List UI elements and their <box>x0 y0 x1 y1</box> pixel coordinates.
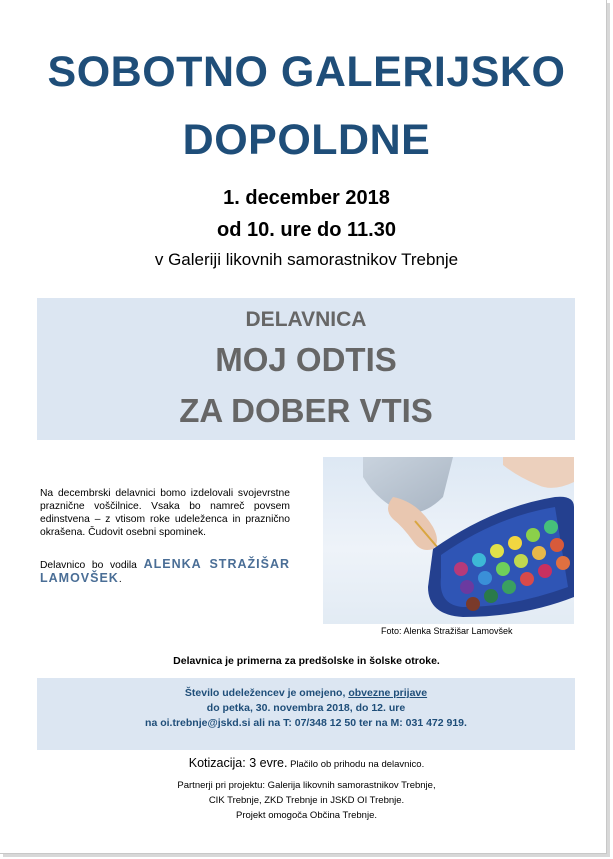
lead-name: ALENKA STRAŽIŠAR LAMOVŠEK <box>40 557 290 585</box>
audience-note: Delavnica je primerna za predšolske in šolske otroke. <box>173 655 440 667</box>
partners-line3: Projekt omogoča Občina Trebnje. <box>236 810 377 821</box>
registration-limit: Število udeležencev je omejeno, <box>184 687 349 699</box>
fee-amount: Kotizacija: 3 evre. <box>188 756 288 770</box>
registration-line1 <box>37 687 575 699</box>
workshop-label: DELAVNICA <box>245 308 367 331</box>
lead-suffix: . <box>118 574 122 585</box>
event-date: 1. december 2018 <box>223 187 390 209</box>
registration-contacts: na oi.trebnje@jskd.si ali na T: 07/348 12 50 ter na M: 031 472 919. <box>145 717 467 729</box>
registration-box <box>37 678 575 750</box>
partners-line2: CIK Trebnje, ZKD Trebnje in JSKD OI Trebnje. <box>208 795 405 806</box>
poster-title-line1: SOBOTNO GALERIJSKO <box>47 48 566 96</box>
event-time: od 10. ure do 11.30 <box>217 219 396 241</box>
workshop-name-line1: MOJ ODTIS <box>215 341 397 378</box>
photo-caption: Foto: Alenka Stražišar Lamovšek <box>381 626 513 636</box>
workshop-banner <box>37 298 575 440</box>
workshop-description: Na decembrski delavnici bomo izdelovali svojevrstne praznične voščilnice. Vsaka bo namreč povsem edinstvena – z vtisom roke udeleženca in praznično okrašena. Čudovit osebni spominek. <box>40 488 290 538</box>
watercolor-palette-image <box>323 457 574 624</box>
lead-prefix: Delavnico bo vodila <box>40 560 137 571</box>
fee-note: Plačilo ob prihodu na delavnico. <box>287 759 425 770</box>
workshop-name-line2: ZA DOBER VTIS <box>179 392 433 429</box>
event-venue: v Galeriji likovnih samorastnikov Trebnje <box>154 250 459 269</box>
workshop-photo <box>323 457 574 624</box>
workshop-lead <box>40 558 290 586</box>
fee-info <box>0 756 613 770</box>
poster-title-line2: DOPOLDNE <box>182 116 431 164</box>
partners-line1: Partnerji pri projektu: Galerija likovnih samorastnikov Trebnje, <box>177 780 436 791</box>
registration-deadline: do petka, 30. novembra 2018, do 12. ure <box>206 702 406 714</box>
registration-link[interactable]: obvezne prijave <box>348 687 428 699</box>
